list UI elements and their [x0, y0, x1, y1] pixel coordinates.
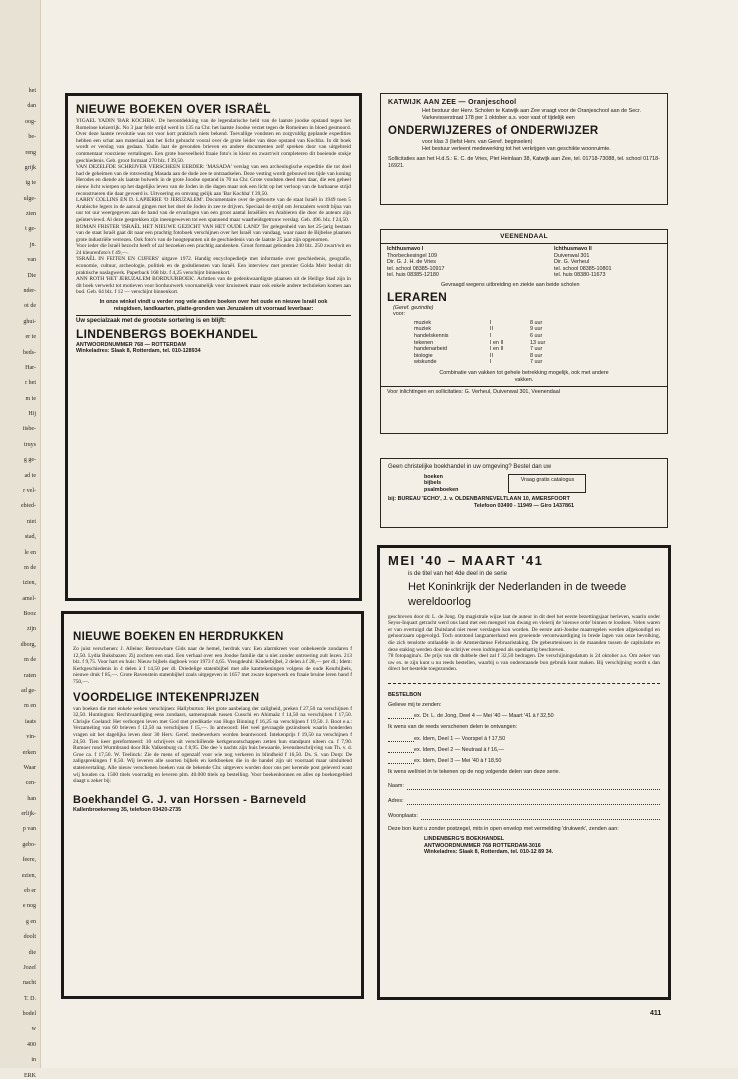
- veenendaal-ad: [380, 229, 668, 434]
- gutter-fragment: Jozef: [23, 964, 36, 971]
- katwijk-ad: [380, 93, 668, 205]
- israel-ad-sortering: Uw specialzaak met de grootste sortering is en blijft:: [76, 318, 227, 325]
- gutter-fragment: feere,: [22, 857, 36, 864]
- gutter-fragment: p van: [22, 826, 36, 833]
- mei40-shop: LINDENBERG'S BOEKHANDEL: [424, 835, 505, 842]
- bestelbon-deel3[interactable]: [388, 758, 660, 764]
- leraren-cell-lvl: I: [490, 319, 492, 326]
- gutter-fragment: niet: [27, 518, 36, 525]
- gutter-fragment: zijn: [27, 626, 36, 633]
- leraren-cell-lvl: II: [490, 326, 493, 333]
- naam-label: Naam:: [388, 783, 404, 790]
- leraren-cell-subj: handenarbeid: [414, 346, 447, 353]
- gutter-fragment: Waar: [23, 764, 36, 771]
- gutter-fragment: m en: [24, 703, 36, 710]
- gutter-fragment: ad te: [24, 472, 36, 479]
- gutter-fragment: izien,: [22, 580, 36, 587]
- school2-l2: Dir. G. Verheul: [554, 259, 590, 266]
- gutter-fragment: oog-: [25, 118, 36, 125]
- gutter-fragment: m de: [24, 564, 36, 571]
- gutter-fragment: m te: [25, 395, 36, 402]
- bestelbon-line1[interactable]: [388, 713, 660, 719]
- school2-l1: Duivenwal 301: [554, 252, 590, 259]
- school2-l4: tel. huis 08380-11673: [554, 272, 606, 279]
- gutter-fragment: jn.: [29, 241, 36, 248]
- school1-l2: Dir. G. J. H. de Vries: [387, 259, 436, 266]
- leraren-cell-hrs: 9 uur: [530, 326, 543, 333]
- adres-label: Adres:: [388, 798, 404, 805]
- gutter-fragment: ot de: [24, 303, 36, 310]
- leraren-cell-hrs: 8 uur: [530, 319, 543, 326]
- gutter-fragment: zien: [26, 211, 36, 218]
- bestelbon-deel2[interactable]: [388, 747, 660, 753]
- israel-ad-p5: Voor ieder die Israël bezocht heeft of zal bezoeken een prachtig aandenken. Groot formaat gebonden 240 blz. 250 zwart/wit en 24 kleurenfoto's f 49,—.: [76, 243, 351, 256]
- gutter-fragment: iaats: [25, 718, 36, 725]
- mei40-body: geschreven door dr. L. de Jong. Op magistrale wijze laat de auteur in dit deel het eerste bezettingsjaar herleven, waarin onder Seyss-Inquart getracht werd ons land met een mengsel van dwang en vleierij de 'nieuwe orde' binnen te loodsen. Velen waren er van overtuigd dat Duitsland niet meer verslagen kon worden. De eerste anti-Joodse maatregelen werden afgekondigd en gehoorzaam opgevolgd. Toch ontstond langzamerhand een groeiende verontwaardiging in brede lagen van onze bevolking, die zich tenslotte ontlaadde in de Amsterdamse Februaristaking. De gebeurtenissen in de maanden tussen de capitulatie en deze staking werden door de schrijver even indringend als openhartig beschreven.: [388, 613, 660, 653]
- leraren-cell-lvl: I: [490, 359, 492, 366]
- leraren-cell-subj: tekenen: [414, 339, 434, 346]
- gutter-fragment: truys: [24, 441, 36, 448]
- katwijk-intro: Het bestuur der Herv. Scholen te Katwijk aan Zee vraagt voor de Oranjeschool aan de Secr. Varkevisserstraat 178 per 1 oktober a.s. voor vast of tijdelijk een: [422, 108, 641, 121]
- gutter-fragment: eb er: [24, 888, 36, 894]
- leraren-info: Voor inlichtingen en sollicitaties: G. Verheul, Duivenwal 301, Veenendaal: [387, 389, 560, 396]
- gutter-fragment: erken: [22, 749, 36, 756]
- gutter-fragment: g ge-: [23, 457, 36, 464]
- leraren-cell-hrs: 7 uur: [530, 346, 543, 353]
- israel-ad-addr2: Winkeladres: Slaak 8, Rotterdam, tel. 010-128934: [76, 348, 201, 355]
- gutter-fragment: amel-: [22, 595, 36, 602]
- mei40-ad: [377, 545, 671, 1000]
- israel-ad-p3: LARRY COLLINS EN D. LAPIERRE 'O JERUZALEM'. Documentaire over de geboorte van de staat Israël in 1949 toen 5 Arabische legers in de aanval gingen met het doel de Joden in zee te drijven. Speciaal de strijd om Jeruzalem wordt bijna van uur tot uur weergegeven aan de hand van de ervaringen van een groot aantal Israëliërs en Arabieren die door de auteurs zijn geïnterviewd. Al deze gesprekken zijn ineengeweven tot een spannend maar waarheidsgetrouw verslag. Geb. 496. blz. f 24,50.: [76, 197, 351, 223]
- gutter-fragment: T. D.: [23, 995, 36, 1002]
- intekenprijzen-title: VOORDELIGE INTEKENPRIJZEN: [73, 691, 260, 704]
- gutter-fragment: le en: [24, 549, 36, 556]
- bestelbon-2: Ik wens van de reeds verschenen delen te ontvangen:: [388, 724, 518, 731]
- gutter-fragment: er te: [25, 334, 36, 341]
- leraren-row: [411, 333, 573, 340]
- echo-question: Geen christelijke boekhandel in uw omgeving? Bestel dan uw: [388, 464, 552, 470]
- leraren-title: LERAREN: [387, 289, 448, 304]
- gutter-fragment: g en: [25, 918, 36, 925]
- katwijk-req2: Het bestuur verleent medewerking tot het verkrijgen van geschikte woonruimte.: [422, 145, 611, 152]
- leraren-row: [411, 340, 573, 347]
- leraren-row: [411, 346, 573, 353]
- gutter-fragment: e nog: [22, 903, 36, 910]
- lindenbergs-logo: LINDENBERGS BOEKHANDEL: [76, 326, 258, 341]
- echo-item-psalmboeken: psalmboeken: [424, 486, 459, 493]
- israel-ad-p1: YIGAEL YADIN 'BAR KOCHBA'. De herontdekking van de legendarische held van de laatste joodse opstand tegen het Romeinse keizerrijk. No 3 jaar felle strijd werd in 135 na Chr. het laatste Joodse verzet tegen de Romeinen in bloed gesmoord. Over deze laatste revolutie was tot voor kort praktisch niets bekend. Toevallige vondsten en zorgvuldig geplande expedities hebben een schat aan materiaal aan het licht gebracht vooral over de grote leider van deze opstand van Kochba. In dit boek wordt er verslag van gedaan. Yadin laat de gevonden brieven en andere documenten zelf spreken door van uitgebreid commentaar voorziene vertalingen. Een grote hoeveelheid fraaie foto's in kleur en zwart/wit completeren dit boeiende stukje geschiedenis. Geb. groot formaat 270 blz. f 39,50.: [76, 118, 351, 164]
- israel-ad-p2: VAN DEZELFDE SCHRIJVER VERSCHEEN EERDER: 'MASADA' verslag van een archeologische expeditie die tot doel had de geheimen van de rotsvesting Masada aan de dode zee te ontraadselen. Deze vesting wordt gebouwd ten tijde van koning Herodes en diende als laatste bolwerk in de grote Joodse opstand in 70 na Chr. Grote vondsten deed men daar, die een geheel nieuw licht wierpen op het dagelijks leven van de Joden in die dagen maar ook een licht op het verloop van de barbaarse strijd reconstrueren die daar gevoerd is. Uitvoering en omvang gelijk aan 'Bar Kochba' f 39,50.: [76, 164, 351, 197]
- school2-l3: tel. school 08385-10801: [554, 265, 612, 272]
- gutter-fragment: vin-: [26, 734, 36, 741]
- gutter-fragment: die: [28, 949, 36, 956]
- van-horssen-logo: Boekhandel G. J. van Horssen - Barneveld: [73, 793, 307, 806]
- gutter-fragment: Booz: [23, 611, 36, 618]
- israel-ad-addr1: ANTWOORDNUMMER 768 — ROTTERDAM: [76, 341, 186, 348]
- page-number: 411: [650, 1010, 662, 1017]
- gutter-fragment: dan: [27, 103, 36, 110]
- mei40-addr1: ANTWOORDNUMMER 768 ROTTERDAM-3016: [424, 842, 541, 849]
- gutter-fragment: ezien,: [21, 872, 36, 879]
- herdrukken-title: NIEUWE BOEKEN EN HERDRUKKEN: [73, 631, 284, 643]
- school1-l4: tel. huis 08385-12180: [387, 272, 439, 279]
- mei40-series: Het Koninkrijk der Nederlanden in de tweede wereldoorlog: [408, 580, 627, 608]
- israel-ad-p4: ROMAN FRISTER 'ISRAËL HET NIEUWE GEZICHT VAN HET OUDE LAND' Ter gelegenheid van het 25-jarig bestaan van de staat Israël gaat dit naar een prachtig fotoboek verschijnen over het Israël van vandaag, waar naast de Bijbelse plaatsen grote industriële verrezen. Ook foto's van de hoogtepunten uit de geschiedenis van de laatste 25 jaar zijn opgenomen.: [76, 223, 351, 243]
- school2-name: Ichthusmavo II: [554, 246, 592, 252]
- gutter-fragment: ebied-: [21, 503, 36, 510]
- gutter-fragment: be-: [28, 134, 36, 141]
- leraren-table: [411, 320, 573, 366]
- mei40-addr2: Winkeladres: Slaak 8, Rotterdam, tel. 010-12 89 34.: [424, 849, 554, 856]
- bestelbon-3: Ik wens wel/niet in te tekenen op de nog volgende delen van deze serie.: [388, 768, 561, 775]
- gutter-fragment: van: [27, 257, 36, 264]
- echo-address: bij: BUREAU 'ECHO', J. v. OLDENBARNEVELTLAAN 10, AMERSFOORT: [388, 496, 570, 503]
- gutter-fragment: ghui-: [23, 318, 36, 325]
- adres-field[interactable]: [407, 798, 660, 805]
- gutter-fragment: ig te: [25, 180, 36, 187]
- bestelbon-footer: Deze bon kunt u zonder postzegel, mits in open envelop met vermelding 'drukwerk', zenden aan:: [388, 826, 619, 833]
- gutter-fragment: cen-: [25, 780, 36, 787]
- leraren-cell-hrs: 7 uur: [530, 359, 543, 366]
- veenendaal-header: VEENENDAAL: [500, 233, 548, 240]
- katwijk-header: KATWIJK AAN ZEE — Oranjeschool: [388, 99, 517, 106]
- katwijk-contact: Sollicitaties aan het H.d.S.: E. C. de Vries, Piet Heinlaan 38, Katwijk aan Zee, tel. 01718-73088, tel. school 01718-16921.: [388, 156, 660, 169]
- leraren-cell-hrs: 13 uur: [530, 339, 546, 346]
- leraren-cell-hrs: 6 uur: [530, 332, 543, 339]
- naam-field[interactable]: [407, 783, 660, 790]
- gutter-fragment: m de: [24, 657, 36, 664]
- gutter-fragment: erlijk-: [21, 811, 36, 818]
- gutter-fragment: ulge-: [23, 195, 36, 202]
- gutter-fragment: reng: [25, 149, 36, 156]
- leraren-cell-subj: muziek: [414, 326, 432, 333]
- israel-books-ad: [65, 93, 362, 601]
- gutter-fragment: nder-: [23, 288, 36, 294]
- bestelbon-deel1[interactable]: [388, 736, 660, 742]
- veenendaal-subhead: Gevraagd wegens uitbreiding en ziekte aan beide scholen: [441, 281, 580, 288]
- mei40-body2: 78 fotopagina's. De prijs van dit dubbele deel zal f 32,50 bedragen. De verschijningsdatum is 24 oktober a.s. Om zeker van uw ex. te zijn kunt u nu reeds bestellen, waarbij u van onderstaande bon gebruik kunt maken. Bij verschijning wordt u dan direct het bestelde toegezonden.: [388, 653, 660, 673]
- leraren-sub: (Geref. gezindte): [393, 304, 434, 311]
- echo-item-boeken: boeken: [424, 473, 443, 480]
- leraren-row: [411, 359, 573, 366]
- gutter-fragment: gebo-: [22, 841, 36, 848]
- leraren-cell-subj: handelskennis: [414, 332, 449, 339]
- gutter-fragment: han: [27, 795, 36, 802]
- israel-ad-p7: ANN ROTH 'HET JERUZALEM BORDUURBOEK'. Achttien van de gedenkwaardigste plaatsen uit de Heilige Stad zijn in dit boek verwerkt tot motieven voor borduurwerk voornamelijk voor kruissteek maar ook enkele andere technieken komen aan bod. Geb. 64 blz. f 12 — verschijnt binnenkort.: [76, 276, 351, 296]
- gutter-fragment: grijk: [24, 164, 36, 171]
- school1-l1: Thorbeckesingel 109: [387, 252, 438, 259]
- woonplaats-label: Woonplaats:: [388, 813, 418, 820]
- gutter-fragment: ad ge-: [21, 688, 36, 694]
- gutter-fragment: w: [31, 1026, 36, 1033]
- herdrukken-ad: [61, 611, 364, 999]
- katwijk-req1: voor klas 3 (liefst Herv. van Geref. beginselen): [422, 139, 533, 146]
- leraren-row: [411, 320, 573, 327]
- gutter-fragment: 400: [27, 1041, 36, 1048]
- leraren-cell-lvl: I en II: [490, 346, 504, 353]
- israel-ad-p6: 'ISRAËL IN FEITEN EN CIJFERS' uitgave 1972. Handig encyclopedietje met informatie over geschiedenis, geografie, economie, cultuur, archeologie, politiek en de godsdiensten van Israël. Een interview met premier Golda Meir besluit dit praktische naslagwerk. Paperback 168 blz. f 4,25 verschijnt binnenkort.: [76, 256, 351, 276]
- bestelbon-title: BESTELBON: [388, 691, 422, 698]
- gutter-fragment: dborg,: [20, 641, 36, 648]
- bestelbon-deel2-text: ex. Idem, Deel 2 — Neutraal à f 16,—: [414, 746, 504, 753]
- gutter-fragment: doolt: [23, 934, 36, 941]
- bestelbon-1: Gelieve mij te zenden:: [388, 701, 442, 708]
- school1-l3: tel. school 08385-10917: [387, 265, 445, 272]
- gutter-fragment: r vel-: [23, 488, 36, 494]
- gutter-fragment: in: [31, 1057, 36, 1064]
- gutter-fragment: het: [28, 88, 36, 94]
- herdrukken-body: Zo juist verschenen: J. Alleine: Betrouwbare Gids naar de hemel, herdruk van: Een alarmkreet voor onbekeerde zondaren f 12,50. Lydia Buksbazen: Zij zochten een stad. Een verhaal over een Joodse familie dat u niet zonder ontroering zult lezen. 213 blz. f 9,75. Voor hart en huis: Nieuw bijbels dagboek voor 1973 f 4,65. Vreugdeuhl: Kinderbijbel, 2 delen à f 28,— per dl.; Idem: Kerkgeschiedenis in 4 delen à f 14,50 per dl. Driedelige statenbijbel met alle kanttekeningen volgens de oude Keurbijbels, nieuwe druk f 85,—. Grote Ravenstein statenbijbel zoals uitgegeven in 1657 met zware koperwerk en fraaie bruine leren band f 750,—.: [73, 646, 352, 685]
- gutter-fragment: Hij: [28, 411, 36, 418]
- van-horssen-addr: Kallenbroekerweg 35, telefoon 03420-2735: [73, 806, 182, 813]
- gutter-fragment: beds-: [23, 349, 36, 356]
- leraren-cell-lvl: II: [490, 352, 493, 359]
- gutter-fragment: Har-: [25, 364, 36, 371]
- leraren-row: [411, 326, 573, 333]
- dashed-cut-line: [388, 683, 660, 684]
- woonplaats-field[interactable]: [421, 813, 660, 820]
- echo-telefoon: Telefoon 03490 - 11949 — Giro 1437861: [474, 502, 574, 509]
- school1-name: Ichthusmavo I: [387, 246, 424, 252]
- katwijk-title: ONDERWIJZERES of ONDERWIJZER: [388, 125, 599, 138]
- gutter-fragment: raten: [24, 672, 36, 679]
- catalogus-box: [508, 474, 586, 494]
- israel-ad-notice: In onze winkel vindt u verder nog vele andere boeken over het oude en nieuwe Israël ook reisgidsen, landkaarten, platte-gronden van Jeruzalem uit voorraad leverbaar:: [99, 299, 328, 312]
- gutter-fragment: bodel: [22, 1011, 36, 1018]
- leraren-cell-lvl: I en II: [490, 339, 504, 346]
- gutter-fragment: Die: [27, 272, 36, 279]
- intekenprijzen-body: van boeken die met enkele weken verschijnen: Hallyburton: Het grote aanbelang der zaligheid, preken f 27,50 na verschijnen f 32,50. Huntington: Rechtvaardiging eens zondaars, samenspraak tussen Cusschi en Ahimaäz f 14,50 na verschijnen f 17,50. Chrisjie Coeland: Het verborgen leven met God met predikatie van Hugo Binning f 16,25 na verschijnen f 19,50. J. Boot e.a.: Verzameling van 60 brieven f 12,50 na verschijnen f 15,—. In antwoord: Het veel gevraagde gezinsboek waarin honderden vragen uit het dagelijks leven door 30 Herv. Geref. medewerkers worden beantwoord. Intekenprijs f 19,50 na verschijnen f 24,50. Tien keer gereformeerd: 10 schrijvers uit verschillende kerkgenootschappen zetten hun standpunt uiteen ca. f 7,90. Rumoer rond Wurmbrand door Rik Valkenburg ca. f 8,95. Die dee 's nachts zijn huis bewaarde, levensbeschrijving van Th. v. d. Groe ca. f 17,50. W. Teelinck: Zie de mens of ogenzalf voor wie nog verkeren in blindheid f 16,50. Ds. S. van Dorp: De zaligsprekingen f 8,50. Wij leveren alle soorten bijbels en kerkboeken die in de handel zijn uit voorraad maar uitsluitend statenvertaling. Alle nieuw verschenen boeken van de bekende Chr. uitgevers worden door ons per kerende post geleverd want wij houden ca. 1500 titels voorradig en leveren plm. 40.000 titels op bestelling. Voor boekenbonnen en alles op boekengebied slaagt u zeker bij:: [73, 705, 352, 785]
- gutter-fragment: iisbe-: [22, 426, 36, 433]
- gutter-fragment: stad,: [24, 534, 36, 541]
- leraren-combo: Combinatie van vakken tot gehele betrekking mogelijk, ook met andere vakken.: [439, 369, 609, 383]
- gutter-fragment: ERK: [24, 1072, 36, 1079]
- echo-item-bijbels: bijbels: [424, 480, 442, 487]
- bestelbon-line1-text: ex. Dr. L. de Jong, Deel 4 — Mei '40 — Maart '41 à f 32,50: [414, 713, 554, 720]
- echo-ad: [380, 458, 668, 528]
- left-gutter: [0, 0, 41, 1079]
- leraren-row: [411, 353, 573, 360]
- mei40-sub: is de titel van het 4de deel in de serie: [408, 571, 508, 577]
- gutter-fragment: nacht: [23, 980, 36, 987]
- catalogus-text: Vraag gratis catalogus: [520, 476, 575, 483]
- leraren-cell-subj: biologie: [414, 352, 433, 359]
- gutter-fragment: r het: [25, 380, 36, 387]
- bestelbon-deel3-text: ex. Idem, Deel 3 — Mei '40 à f 18,50: [414, 757, 502, 764]
- mei40-title: MEI '40 – MAART '41: [388, 553, 544, 568]
- gutter-fragment: t ge-: [25, 226, 36, 233]
- leraren-voor: voor:: [393, 311, 405, 318]
- leraren-cell-hrs: 8 uur: [530, 352, 543, 359]
- leraren-cell-lvl: I: [490, 332, 492, 339]
- leraren-cell-subj: wiskunde: [414, 359, 437, 366]
- israel-ad-title: NIEUWE BOEKEN OVER ISRAËL: [76, 102, 271, 116]
- leraren-cell-subj: muziek: [414, 319, 432, 326]
- bestelbon-deel1-text: ex. Idem, Deel 1 — Voorspel à f 17,50: [414, 735, 506, 742]
